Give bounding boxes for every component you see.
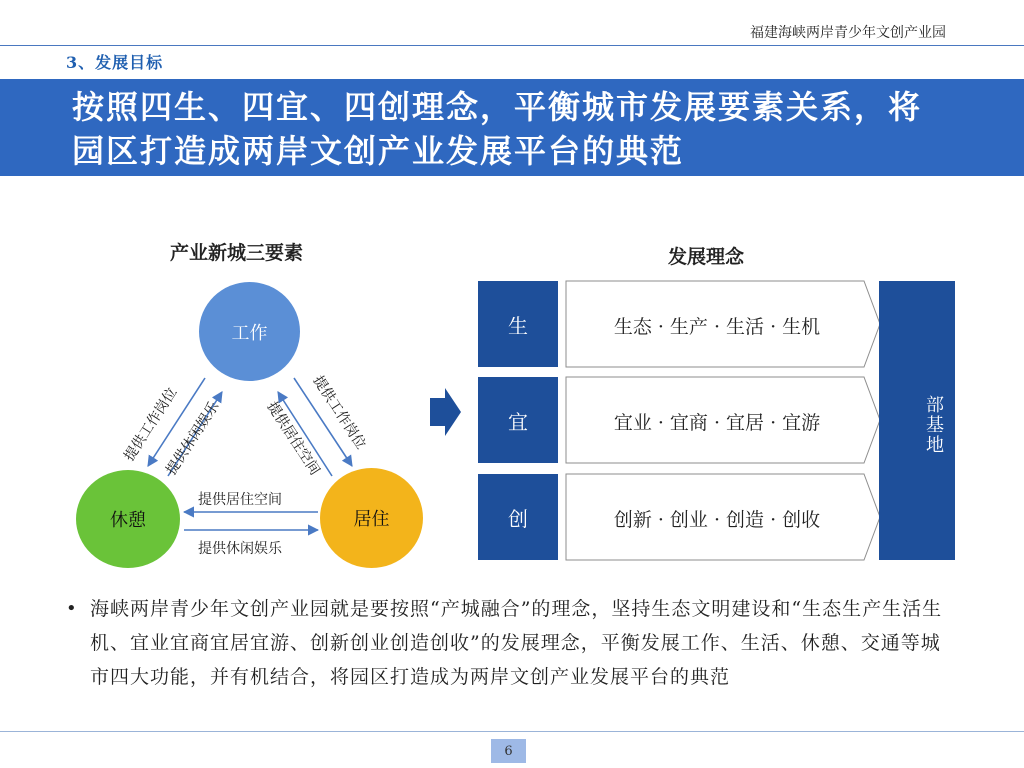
page-title-line-2: 园区打造成两岸文创产业发展平台的典范: [72, 132, 685, 170]
row-key-yi-label: 宜: [508, 409, 528, 434]
node-live-label: 居住: [353, 509, 390, 530]
body-paragraph: 海峡两岸青少年文创产业园就是要按照“产城融合”的理念，坚持生态文明建设和“生态生产生活生机、宜业宜商宜居宜游、创新创业创造创收”的发展理念，平衡发展工作、生活、休憩、交通等城市四大功能，并有机结合，将园区打造成为两岸文创产业发展平台的典范: [90, 598, 943, 688]
edge-label-bottom-bottom: 提供休闲娱乐: [198, 541, 282, 557]
edge-label-right-outer: 提供工作岗位: [309, 372, 369, 453]
edge-label-bottom-top: 提供居住空间: [198, 492, 282, 508]
bullet-icon: •: [66, 598, 77, 619]
row-key-yi: [478, 377, 558, 463]
row-key-sheng: [478, 281, 558, 367]
edge-label-left-inner: 提供休闲娱乐: [163, 398, 223, 479]
side-label: 海峡两岸文创产业总部基地: [923, 335, 973, 515]
organization-name: 福建海峡两岸青少年文创产业园: [750, 25, 946, 41]
node-rest-label: 休憩: [110, 510, 146, 531]
left-diagram-title: 产业新城三要素: [170, 242, 304, 264]
transition-arrow-icon: [430, 388, 461, 436]
row-text-sheng: 生态 · 生产 · 生活 · 生机: [613, 316, 821, 338]
page-title-line-1: 按照四生、四宜、四创理念，平衡城市发展要素关系，将: [72, 88, 923, 126]
right-diagram-title: 发展理念: [668, 246, 745, 268]
node-work-label: 工作: [231, 322, 268, 344]
row-key-chuang: [478, 474, 558, 560]
page-number: 6: [491, 739, 526, 763]
node-live: [320, 468, 423, 568]
section-label: 3、发展目标: [66, 53, 164, 72]
row-text-yi: 宜业 · 宜商 · 宜居 · 宜游: [613, 412, 821, 434]
node-rest: [76, 470, 180, 568]
node-work: [199, 282, 300, 381]
footer-divider: [0, 731, 1024, 732]
row-key-sheng-label: 生: [508, 313, 528, 338]
edge-label-right-inner: 提供居住空间: [263, 398, 323, 479]
side-label-box: [879, 281, 973, 560]
row-text-chuang: 创新 · 创业 · 创造 · 创收: [613, 509, 821, 531]
edge-label-left-outer: 提供工作岗位: [121, 384, 181, 465]
row-key-chuang-label: 创: [508, 506, 528, 531]
